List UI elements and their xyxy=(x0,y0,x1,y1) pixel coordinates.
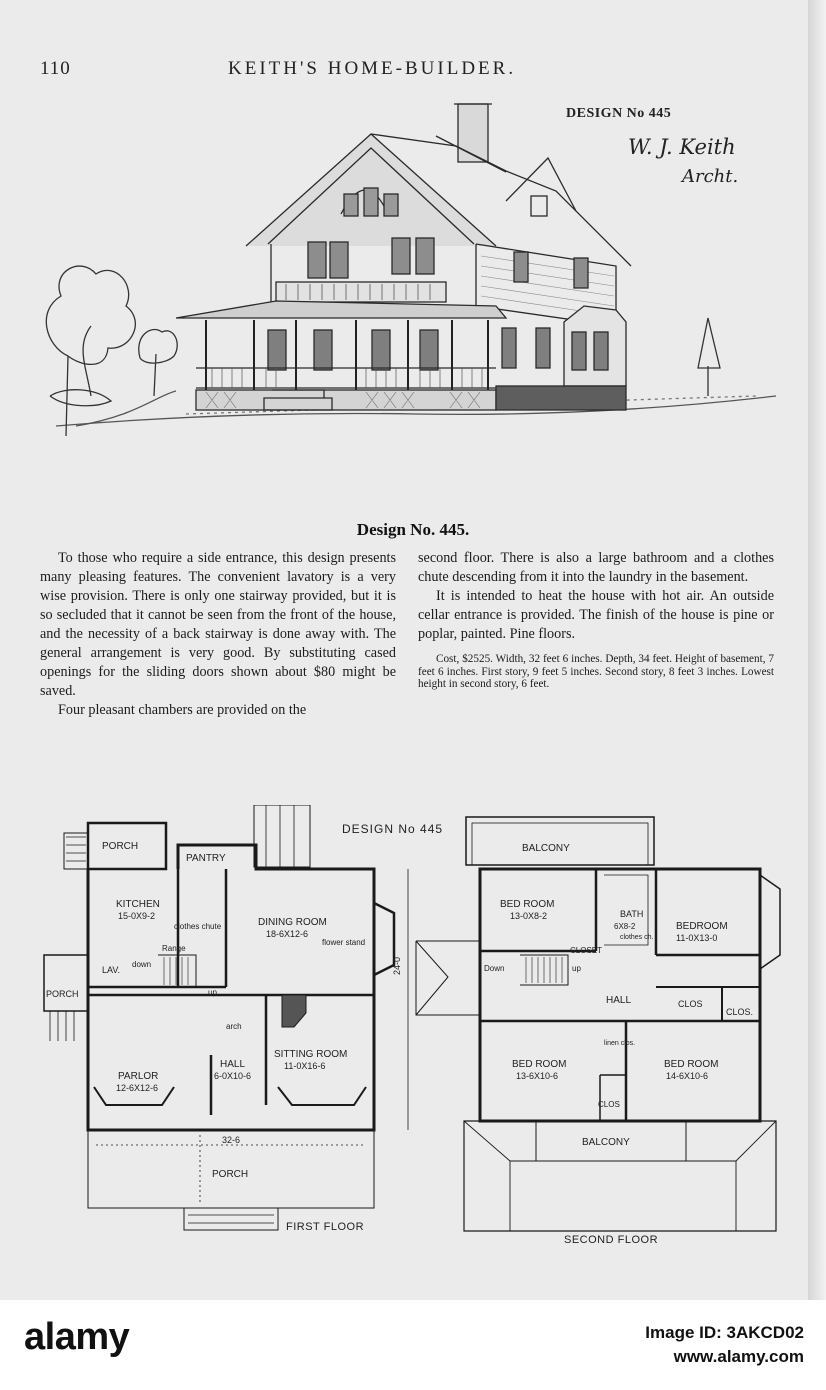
second-floor-caption: SECOND FLOOR xyxy=(564,1234,659,1246)
first-floor-caption: FIRST FLOOR xyxy=(286,1221,365,1233)
label-clos-3: CLOS xyxy=(598,1100,620,1109)
label-hall: HALL xyxy=(220,1059,246,1070)
label-bed1-dim: 13-0X8-2 xyxy=(510,911,548,921)
label-up-2: up xyxy=(572,964,581,973)
label-parlor-dim: 12-6X12-6 xyxy=(116,1083,159,1093)
plans-design-label: DESIGN No 445 xyxy=(342,822,444,836)
label-sitting: SITTING ROOM xyxy=(274,1049,348,1060)
label-down-2: Down xyxy=(484,964,505,973)
label-up: up xyxy=(208,988,217,997)
label-depth-dim: 24-0 xyxy=(392,956,402,975)
paragraph: To those who require a side entrance, this design presents many pleasing features. The convenient lavatory is a very wise provision. There is only one stairway provided, but it is so secluded that it cannot be seen from the front of the house, and the necessity of a back stairway is done away with. The general arrangement is very good. By substituting cased openings for the sliding doors shown about $80 might be saved. xyxy=(40,550,396,699)
paragraph: Four pleasant chambers are provided on the xyxy=(58,702,307,718)
architect-title: Archt. xyxy=(682,166,739,187)
tree-mid xyxy=(139,330,177,396)
label-clothes-ch: clothes ch. xyxy=(620,934,654,941)
label-clothes-chute: clothes chute xyxy=(174,922,222,931)
first-floor-plan xyxy=(44,805,408,1230)
paragraph: second floor. There is also a large bathroom and a clothes chute descending from it into the laundry in the basement. xyxy=(418,550,774,585)
label-front-porch: PORCH xyxy=(212,1169,249,1180)
label-flower-stand: flower stand xyxy=(322,938,366,947)
label-bath-dim: 6X8-2 xyxy=(614,922,636,931)
article-right-column xyxy=(418,549,774,691)
watermark-url: www.alamy.com xyxy=(673,1347,804,1366)
label-arch: arch xyxy=(226,1022,242,1031)
tree-right xyxy=(698,318,720,396)
paragraph: It is intended to heat the house with hot air. An outside cellar entrance is provided. The finish of the house is pine or poplar, painted. Pine floors. xyxy=(418,588,774,642)
label-hall-2: HALL xyxy=(606,995,632,1006)
label-bath: BATH xyxy=(620,909,644,919)
label-side-porch: PORCH xyxy=(46,989,79,999)
label-kitchen-dim: 15-0X9-2 xyxy=(118,911,156,921)
label-bed3-dim: 13-6X10-6 xyxy=(516,1071,559,1081)
label-range: Range xyxy=(162,944,186,953)
label-linen: linen clos. xyxy=(604,1040,636,1047)
page-number: 110 xyxy=(40,58,71,79)
running-title: KEITH'S HOME-BUILDER. xyxy=(228,58,517,79)
label-kitchen: KITCHEN xyxy=(116,899,160,910)
label-closet: CLOSET xyxy=(570,946,603,955)
second-floor-plan xyxy=(416,817,780,1231)
watermark-image-id: Image ID: 3AKCD02 xyxy=(645,1323,804,1342)
design-heading: Design No. 445. xyxy=(356,520,470,539)
watermark-logo: alamy xyxy=(24,1316,130,1358)
article-left-column xyxy=(40,549,396,720)
label-bed3: BED ROOM xyxy=(512,1059,567,1070)
label-bed2: BEDROOM xyxy=(676,921,728,932)
label-porch-back: PORCH xyxy=(102,841,139,852)
label-width-dim: 32-6 xyxy=(222,1135,241,1145)
tree-left xyxy=(46,266,135,436)
label-lav: LAV. xyxy=(102,965,121,975)
label-hall-dim: 6-0X10-6 xyxy=(214,1071,252,1081)
page-edge xyxy=(808,0,826,1300)
label-pantry: PANTRY xyxy=(186,853,226,864)
label-dining-dim: 18-6X12-6 xyxy=(266,929,309,939)
label-dining: DINING ROOM xyxy=(258,917,327,928)
label-bed4-dim: 14-6X10-6 xyxy=(666,1071,709,1081)
label-bed4: BED ROOM xyxy=(664,1059,719,1070)
architect-signature: W. J. Keith xyxy=(628,135,736,159)
cost-specifications: Cost, $2525. Width, 32 feet 6 inches. Depth, 34 feet. Height of basement, 7 feet 6 inches. First story, 9 feet 5 inches. Second story, 8 feet 3 inches. Lowest height in second story, 6 feet. xyxy=(418,653,774,690)
label-clos-2: CLOS. xyxy=(726,1007,754,1017)
design-tag: DESIGN No 445 xyxy=(566,106,672,121)
label-balcony-top: BALCONY xyxy=(522,843,570,854)
label-bed1: BED ROOM xyxy=(500,899,555,910)
label-sitting-dim: 11-0X16-6 xyxy=(284,1061,326,1071)
label-clos-1: CLOS xyxy=(678,999,703,1009)
label-down: down xyxy=(132,960,152,969)
floor-plans xyxy=(36,805,786,1250)
label-bed2-dim: 11-0X13-0 xyxy=(676,933,718,943)
label-balcony-bottom: BALCONY xyxy=(582,1137,630,1148)
label-parlor: PARLOR xyxy=(118,1071,159,1082)
